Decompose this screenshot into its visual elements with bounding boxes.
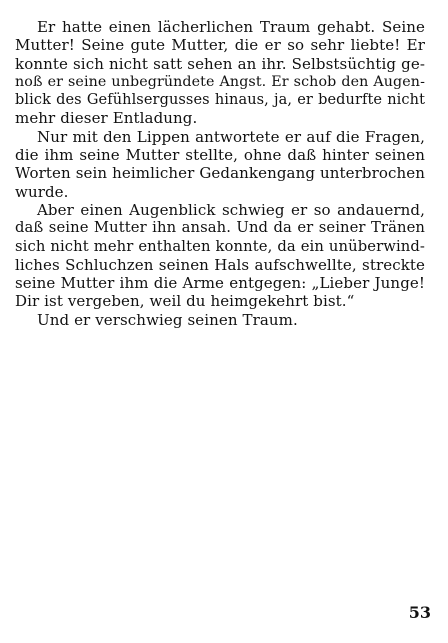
page-number: 53 — [408, 603, 431, 622]
paragraph-2 — [15, 128, 425, 201]
text-line: noß er seine unbegründete Angst. Er schob den Augen- — [15, 73, 425, 90]
text-line: wurde. — [15, 182, 69, 201]
text-line: konnte sich nicht satt sehen an ihr. Selbstsüchtig ge- — [15, 54, 425, 73]
paragraph-3 — [15, 201, 425, 311]
text-line: Dir ist vergeben, weil du heimgekehrt bist.“ — [15, 292, 355, 311]
text-line: seine Mutter ihm die Arme entgegen: „Lieber Junge! — [15, 274, 425, 293]
text-line: die ihm seine Mutter stellte, ohne daß hinter seinen — [15, 146, 425, 165]
text-line: Nur mit den Lippen antwortete er auf die Fragen, — [37, 127, 425, 146]
text-line: sich nicht mehr enthalten konnte, da ein unüberwind- — [15, 237, 425, 255]
text-line: mehr dieser Entladung. — [15, 109, 198, 128]
paragraph-4 — [15, 311, 425, 329]
text-line: Aber einen Augenblick schwieg er so andauernd, — [37, 200, 425, 219]
text-line: liches Schluchzen seinen Hals aufschwellte, streckte — [15, 255, 425, 274]
paragraph-1 — [15, 18, 425, 128]
text-line: Und er verschwieg seinen Traum. — [37, 310, 298, 329]
body-text — [15, 18, 425, 329]
text-line: Worten sein heimlicher Gedankengang unterbrochen — [15, 164, 425, 183]
text-line: blick des Gefühlsergusses hinaus, ja, er bedurfte nicht — [15, 92, 425, 109]
text-line: Mutter! Seine gute Mutter, die er so sehr liebte! Er — [15, 36, 425, 55]
text-line: Er hatte einen lächerlichen Traum gehabt. Seine — [37, 18, 425, 36]
text-line: daß seine Mutter ihn ansah. Und da er seiner Tränen — [15, 219, 425, 237]
